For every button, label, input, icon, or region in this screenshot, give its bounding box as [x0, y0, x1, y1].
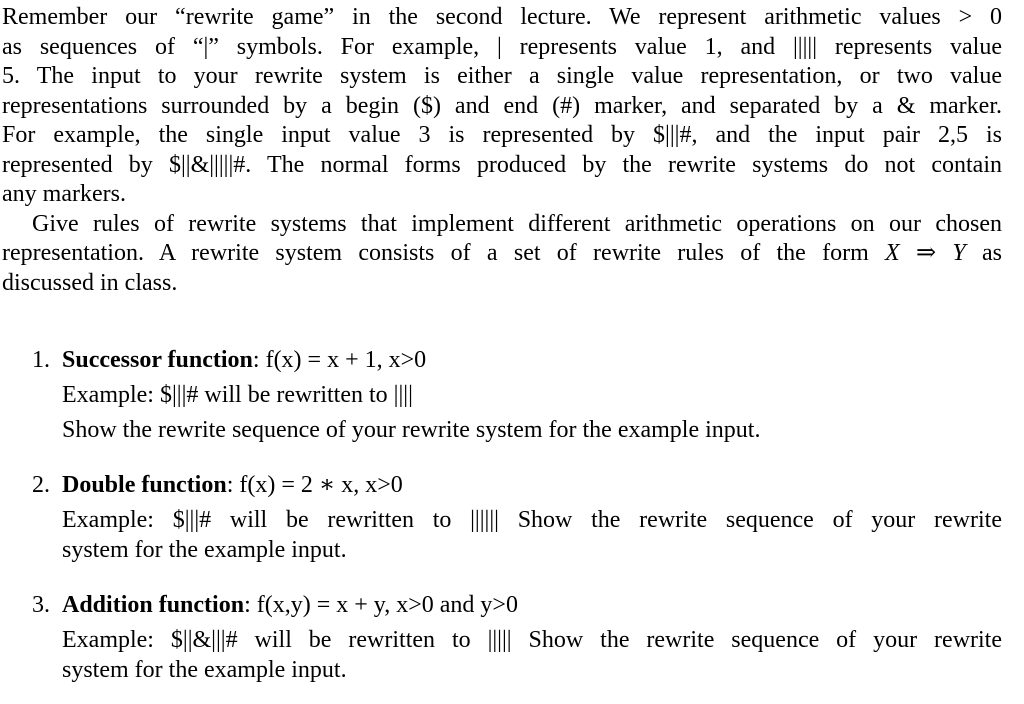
item-heading	[62, 345, 1002, 375]
paragraph-line: represented by $||&|||||#. The normal forms produced by the rewrite systems do not contain	[2, 151, 1002, 178]
math-var-x: X	[885, 240, 900, 266]
item-number: 2.	[32, 472, 50, 498]
item-formula: : f(x) = x + 1, x>0	[252, 347, 427, 373]
intro-paragraph	[2, 3, 1002, 210]
item-label: Double function	[62, 472, 227, 498]
item-formula: : f(x,y) = x + y, x>0 and y>0	[244, 592, 518, 618]
paragraph-line: representations surrounded by a begin ($) and end (#) marker, and separated by a & marker.	[2, 92, 1002, 119]
instruction-paragraph	[2, 210, 1002, 299]
item-heading	[62, 590, 1002, 620]
example-line: Example: $|||# will be rewritten to ||||	[62, 382, 413, 408]
list-item-addition	[2, 590, 1002, 685]
paragraph-line: Give rules of rewrite systems that implement different arithmetic operations on our chosen	[32, 210, 1002, 237]
list-item-double	[2, 470, 1002, 565]
paragraph-line: 5. The input to your rewrite system is either a single value representation, or two value	[2, 63, 1002, 89]
rule-form-text-end: as	[965, 240, 1003, 266]
paragraph-line: Remember our “rewrite game” in the second lecture. We represent arithmetic values > 0	[2, 4, 1002, 30]
item-label: Addition function	[62, 592, 245, 618]
item-formula: : f(x) = 2 ∗ x, x>0	[226, 472, 403, 498]
example-line: Example: $||&|||# will be rewritten to ||||| Show the rewrite sequence of your rewrite	[62, 627, 1002, 653]
example-line: Example: $|||# will be rewritten to |||||| Show the rewrite sequence of your rewrite	[62, 507, 1002, 533]
paragraph-line: discussed in class.	[2, 269, 178, 296]
item-label: Successor function	[62, 347, 253, 373]
item-heading	[62, 470, 1002, 500]
rule-form-text: representation. A rewrite system consists of a set of rewrite rules of the form	[2, 240, 886, 266]
task-list	[2, 345, 1002, 685]
paragraph-line: For example, the single input value 3 is represented by $|||#, and the input pair 2,5 is	[2, 122, 1002, 148]
item-number: 1.	[32, 347, 50, 373]
paragraph-line: any markers.	[2, 181, 126, 207]
show-sequence-line: Show the rewrite sequence of your rewrite system for the example input.	[62, 417, 761, 443]
show-sequence-line: system for the example input.	[62, 657, 347, 683]
paragraph-line: as sequences of “|” symbols. For example, | represents value 1, and ||||| represents value	[2, 33, 1002, 60]
math-var-y: Y	[952, 240, 966, 266]
item-number: 3.	[32, 592, 50, 618]
paragraph-line	[2, 239, 1002, 269]
list-item-successor	[2, 345, 1002, 445]
rightarrow-symbol: ⇒	[899, 240, 953, 266]
show-sequence-line: system for the example input.	[62, 537, 347, 563]
